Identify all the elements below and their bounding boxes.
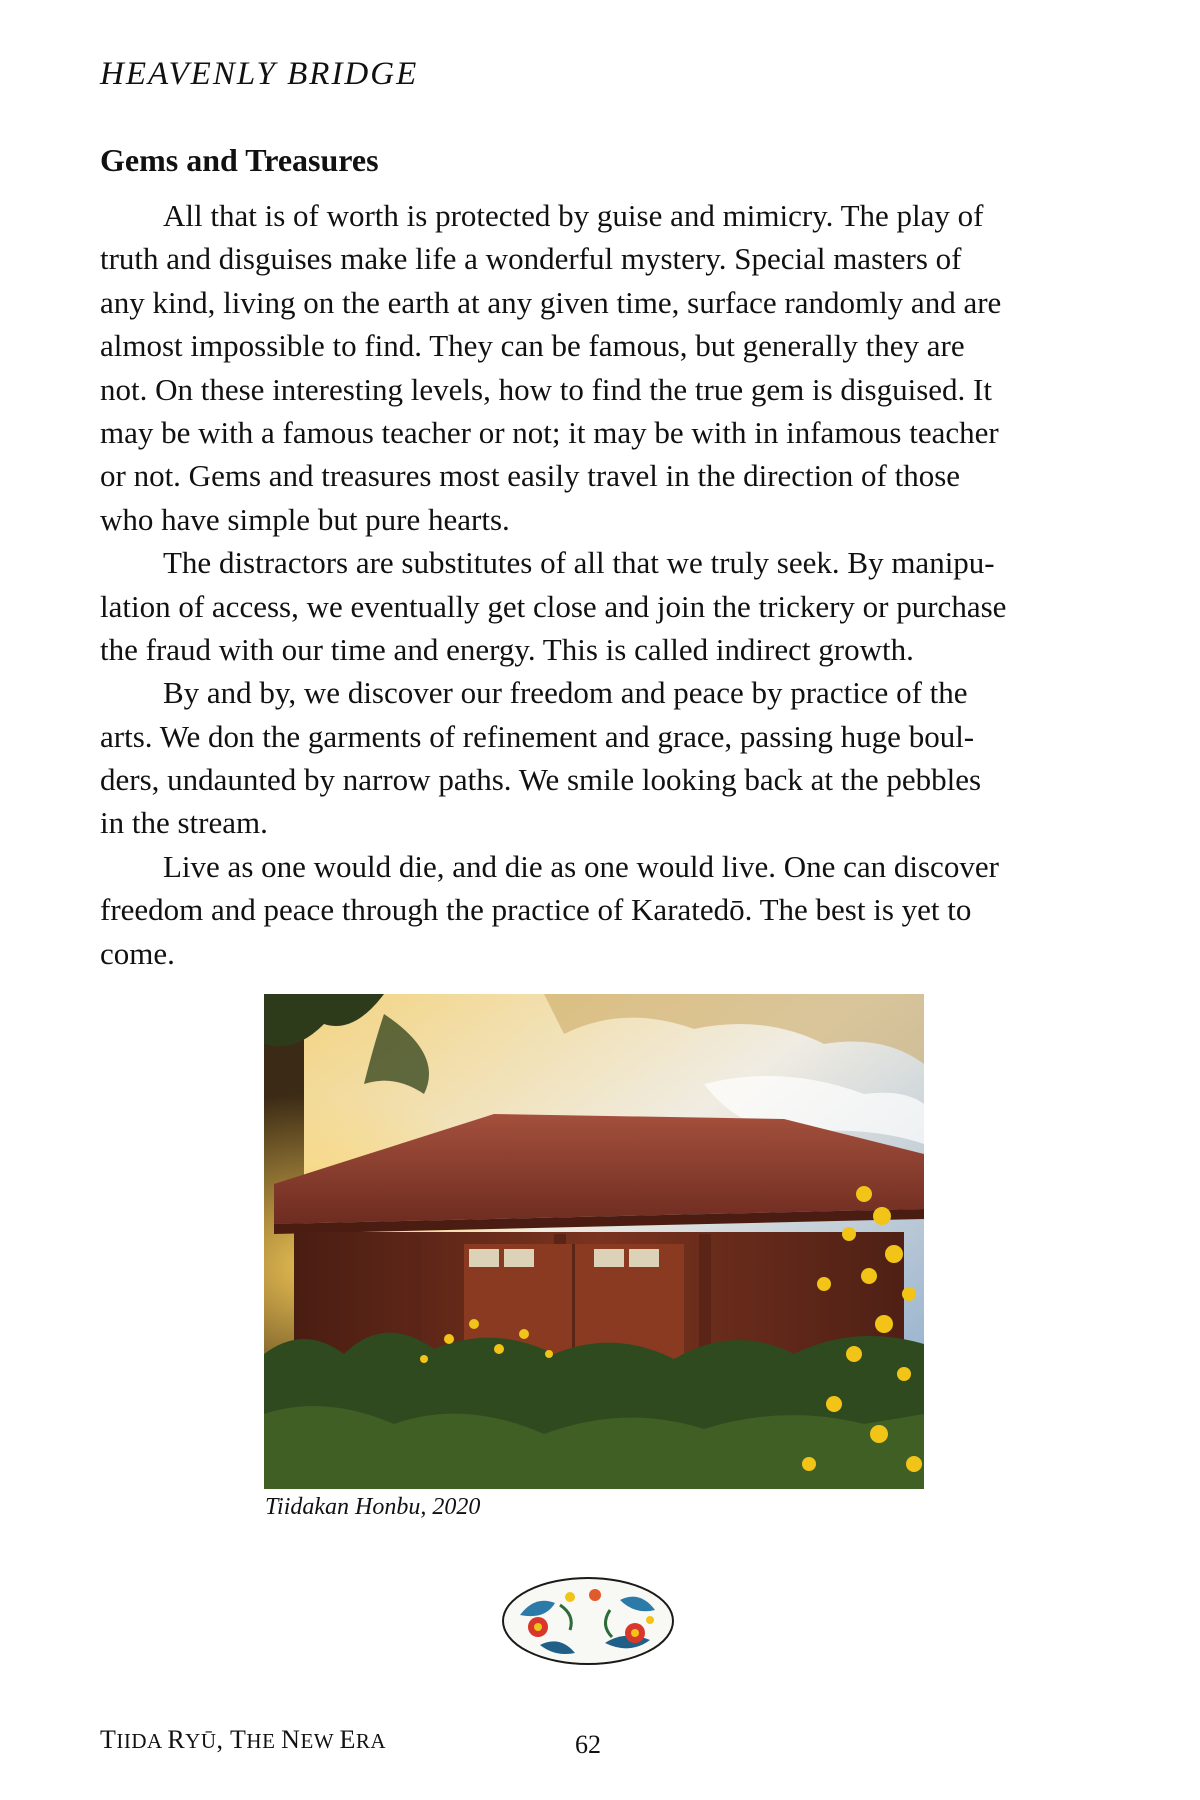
- floral-ornament: [500, 1575, 676, 1667]
- text-line: The distractors are substitutes of all that we truly seek. By manipu-: [163, 545, 995, 581]
- footer-title-part: IIDA: [116, 1729, 168, 1753]
- footer-title-part: ,: [216, 1725, 231, 1754]
- text-line: freedom and peace through the practice of Karatedō. The best is yet to: [100, 892, 972, 928]
- text-line: who have simple but pure hearts.: [100, 501, 510, 537]
- floral-ornament-icon: [500, 1575, 676, 1667]
- figure-caption: Tiidakan Honbu, 2020: [265, 1494, 481, 1520]
- text-line: Live as one would die, and die as one would live. One can discover: [163, 848, 999, 884]
- footer-title-part: YŪ: [185, 1729, 217, 1753]
- text-line: in the stream.: [100, 805, 268, 841]
- body-text: [100, 194, 1085, 975]
- text-line: ders, undaunted by narrow paths. We smile looking back at the pebbles: [100, 762, 982, 798]
- footer-title-part: N: [281, 1725, 301, 1754]
- footer-title-part: EW: [300, 1729, 340, 1753]
- page-number: 62: [575, 1730, 601, 1759]
- text-line: may be with a famous teacher or not; it may be with in infamous teacher: [100, 414, 999, 450]
- text-line: All that is of worth is protected by guise and mimicry. The play of: [163, 198, 984, 233]
- text-line: any kind, living on the earth at any given time, surface randomly and are: [100, 284, 1002, 320]
- section-title: Gems and Treasures: [100, 142, 379, 178]
- footer-title-part: HE: [246, 1729, 282, 1753]
- footer-title-part: T: [230, 1725, 247, 1754]
- footer-title-part: RA: [355, 1729, 387, 1753]
- text-line: almost impossible to find. They can be famous, but generally they are: [100, 328, 965, 364]
- text-line: or not. Gems and treasures most easily travel in the direction of those: [100, 458, 961, 494]
- text-line: By and by, we discover our freedom and peace by practice of the: [163, 675, 968, 711]
- text-line: lation of access, we eventually get close and join the trickery or purchase: [100, 588, 1007, 624]
- text-line: come.: [100, 935, 175, 971]
- footer-title-part: R: [167, 1725, 186, 1754]
- text-line: not. On these interesting levels, how to find the true gem is disguised. It: [100, 371, 992, 407]
- dojo-photo-image: [264, 994, 924, 1489]
- footer-title-part: T: [100, 1725, 117, 1754]
- text-line: truth and disguises make life a wonderful mystery. Special masters of: [100, 241, 962, 277]
- dojo-photo: [264, 994, 924, 1489]
- running-head: HEAVENLY BRIDGE: [100, 56, 419, 92]
- text-line: the fraud with our time and energy. This is called indirect growth.: [100, 631, 914, 667]
- text-line: arts. We don the garments of refinement and grace, passing huge boul-: [100, 718, 975, 754]
- footer-title-part: E: [339, 1725, 356, 1754]
- footer-book-title: [100, 1725, 386, 1755]
